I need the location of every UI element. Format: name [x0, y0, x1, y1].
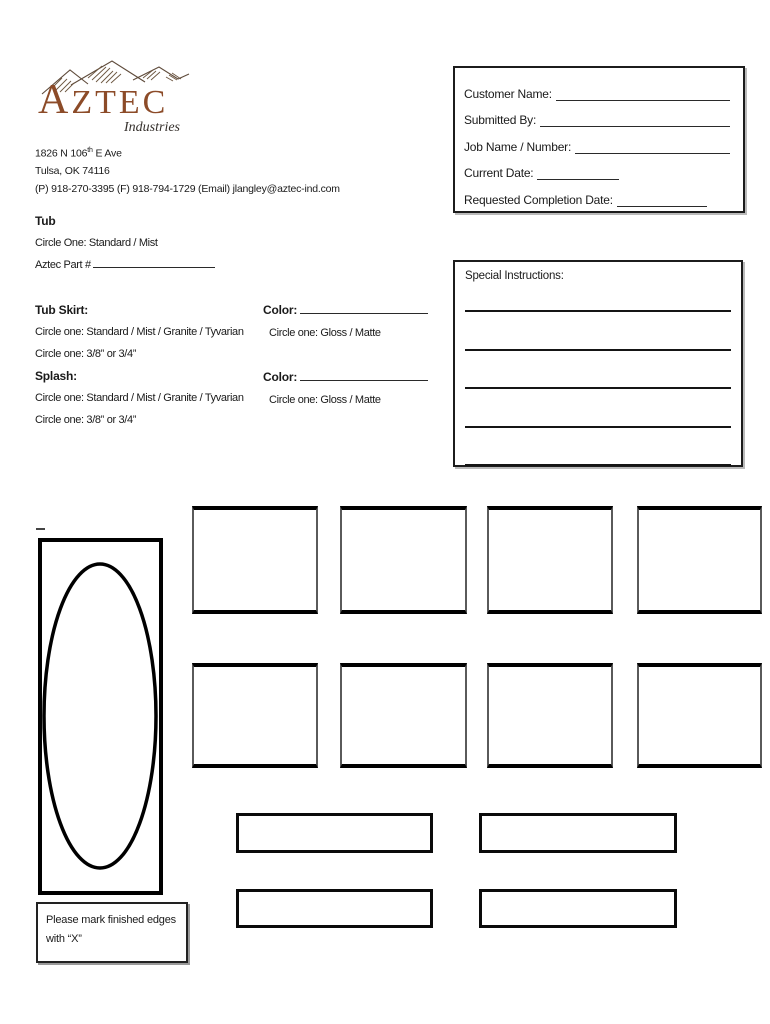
color-column [263, 299, 428, 411]
fill-in-line [300, 300, 428, 314]
note-line2: with “X” [46, 933, 82, 945]
skirt-color-row [263, 299, 428, 322]
fill-in-line [465, 464, 731, 466]
tub-part-label: Aztec Part # [35, 259, 91, 271]
fill-in-line [465, 426, 731, 428]
splash-material-line: Circle one: Standard / Mist / Granite / Tyvarian [35, 392, 244, 404]
field-label: Job Name / Number: [464, 139, 572, 154]
fill-in-line [465, 310, 731, 312]
fill-in-line [556, 86, 730, 101]
fill-in-line [575, 139, 730, 154]
color-label: Color: [263, 303, 298, 317]
fill-in-line [540, 112, 730, 127]
fill-in-line [617, 192, 707, 207]
field-current-date [464, 154, 734, 181]
tub-skirt-material-line: Circle one: Standard / Mist / Granite / Tyvarian [35, 326, 244, 338]
address-line1: 1826 N 106th E Ave [35, 147, 122, 160]
field-label: Current Date: [464, 166, 534, 180]
tub-skirt-thickness-line: Circle one: 3/8” or 3/4” [35, 348, 137, 360]
splash-color-row [263, 366, 428, 389]
blank-panel [340, 506, 467, 614]
fill-in-line [93, 254, 215, 268]
splash-finish-line: Circle one: Gloss / Matte [269, 394, 381, 406]
field-requested-completion-date [464, 180, 734, 207]
fill-in-line [465, 349, 731, 351]
field-label: Submitted By: [464, 113, 537, 127]
tub-part-row [35, 254, 215, 276]
blank-panel [637, 506, 762, 614]
company-logo-text: AZTEC [38, 77, 169, 123]
blank-panel [192, 663, 318, 768]
finished-edges-note [36, 902, 188, 963]
tub-circle-one-line: Circle One: Standard / Mist [35, 237, 158, 249]
stray-mark [36, 528, 45, 530]
blank-strip [236, 813, 433, 853]
tub-section [35, 210, 215, 276]
tub-basin-ellipse [38, 538, 163, 895]
company-address [35, 142, 340, 198]
skirt-splash-column [35, 299, 244, 431]
blank-panel [637, 663, 762, 768]
blank-strip [479, 889, 677, 928]
blank-panel [487, 506, 613, 614]
fill-in-line [465, 387, 731, 389]
blank-strip [479, 813, 677, 853]
fill-in-line [537, 165, 619, 180]
special-instructions-box [453, 260, 743, 467]
splash-heading: Splash: [35, 369, 77, 383]
field-label: Customer Name: [464, 86, 552, 101]
special-instructions-heading: Special Instructions: [465, 270, 564, 282]
address-line2: Tulsa, OK 74116 [35, 165, 110, 177]
order-info-box [453, 66, 745, 213]
field-label: Requested Completion Date: [464, 192, 613, 207]
note-line1: Please mark finished edges [46, 914, 176, 926]
tub-heading: Tub [35, 214, 56, 228]
fill-in-line [300, 367, 428, 381]
skirt-finish-line: Circle one: Gloss / Matte [269, 327, 381, 339]
splash-thickness-line: Circle one: 3/8” or 3/4” [35, 414, 137, 426]
spacer [263, 344, 428, 366]
field-job-name-number [464, 127, 734, 154]
blank-panel [192, 506, 318, 614]
color-label: Color: [263, 370, 298, 384]
company-logo-subtitle: Industries [124, 120, 180, 135]
tub-skirt-heading: Tub Skirt: [35, 303, 89, 317]
blank-strip [236, 889, 433, 928]
field-submitted-by [464, 101, 734, 128]
blank-panel [340, 663, 467, 768]
field-customer-name [464, 74, 734, 101]
contact-line: (P) 918-270-3395 (F) 918-794-1729 (Email) jlangley@aztec-ind.com [35, 182, 340, 195]
blank-panel [487, 663, 613, 768]
